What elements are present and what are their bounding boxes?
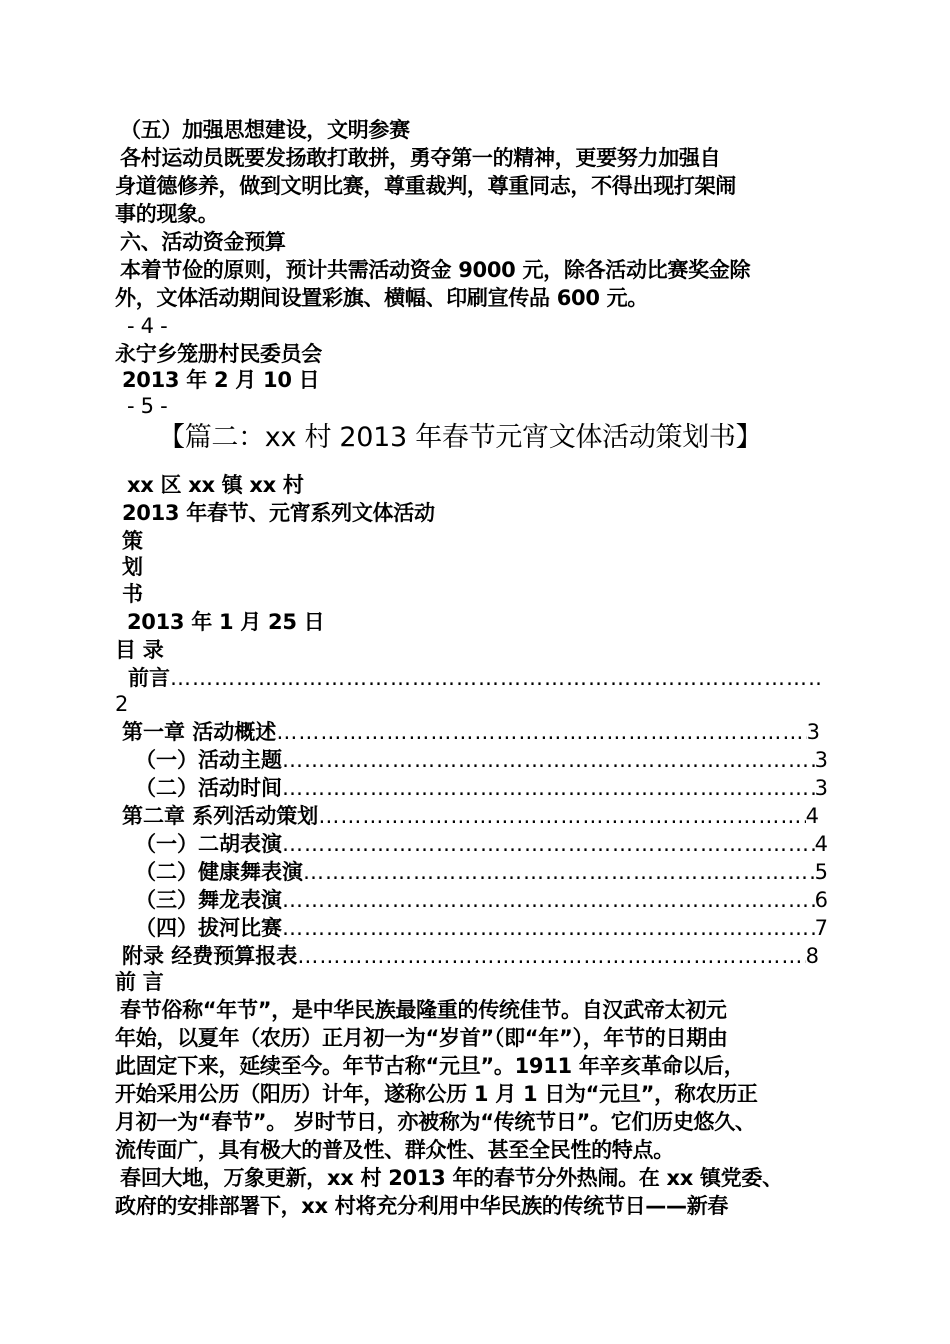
- toc-entry-label: 附录 经费预算报表: [122, 944, 298, 968]
- preface-line: 此固定下来，延续至今。年节古称“元旦”。1911 年辛亥革命以后，: [115, 1054, 745, 1078]
- preface-line: 春回大地，万象更新，xx 村 2013 年的春节分外热闹。在 xx 镇党委、: [120, 1166, 783, 1190]
- toc-entry-label: （一）二胡表演: [135, 832, 282, 856]
- toc-entry[interactable]: [135, 774, 828, 802]
- cover-char: 策: [122, 529, 143, 553]
- toc-entry-page: 5: [814, 860, 828, 884]
- preface-line: 年始，以夏年（农历）正月初一为“岁首”（即“年”），年节的日期由: [115, 1026, 728, 1050]
- toc-entry[interactable]: [135, 830, 828, 858]
- toc-leader: [318, 802, 805, 830]
- toc-leader: [170, 664, 820, 692]
- toc-leader: [297, 942, 805, 970]
- toc-heading: 目 录: [115, 638, 164, 662]
- cover-location: xx 区 xx 镇 xx 村: [127, 473, 304, 497]
- preface-heading: 前 言: [115, 970, 164, 994]
- preface-line: 月初一为“春节”。 岁时节日，亦被称为“传统节日”。它们历史悠久、: [115, 1110, 756, 1134]
- body-line: 本着节俭的原则，预计共需活动资金 9000 元，除各活动比赛奖金除: [120, 258, 751, 282]
- toc-entry-page: 6: [814, 888, 828, 912]
- page-number: - 4 -: [127, 314, 168, 338]
- toc-leader: [303, 858, 815, 886]
- preface-line: 开始采用公历（阳历）计年，遂称公历 1 月 1 日为“元旦”，称农历正: [115, 1082, 758, 1106]
- toc-entry[interactable]: [135, 914, 828, 942]
- toc-entry-label: （三）舞龙表演: [135, 888, 282, 912]
- preface-line: 政府的安排部署下，xx 村将充分利用中华民族的传统节日——新春: [115, 1194, 729, 1218]
- section-heading-5: （五）加强思想建设，文明参赛: [120, 118, 410, 142]
- toc-entry-page: 3: [806, 720, 820, 744]
- toc-entry[interactable]: [135, 858, 828, 886]
- body-line: 身道德修养，做到文明比赛，尊重裁判，尊重同志，不得出现打架闹: [115, 174, 736, 198]
- toc-entry-page: 4: [814, 832, 828, 856]
- toc-entry-label: （二）健康舞表演: [135, 860, 303, 884]
- signature-date: 2013 年 2 月 10 日: [122, 368, 320, 392]
- body-line: 事的现象。: [115, 202, 219, 226]
- toc-entry-page: 7: [814, 916, 828, 940]
- signature-org: 永宁乡笼册村民委员会: [115, 342, 322, 366]
- toc-leader: [282, 830, 815, 858]
- toc-leader: [282, 774, 815, 802]
- toc-entry[interactable]: [122, 802, 819, 830]
- cover-char: 划: [122, 555, 143, 579]
- toc-leader: [282, 914, 815, 942]
- toc-entry-label: 前言: [128, 666, 170, 690]
- toc-entry[interactable]: [135, 746, 828, 774]
- toc-entry[interactable]: [135, 886, 828, 914]
- toc-entry-label: （一）活动主题: [135, 748, 282, 772]
- cover-date: 2013 年 1 月 25 日: [127, 610, 325, 634]
- part-two-title: 【篇二：xx 村 2013 年春节元宵文体活动策划书】: [158, 422, 763, 453]
- toc-entry-page: 2: [115, 692, 129, 716]
- section-heading-6: 六、活动资金预算: [120, 230, 286, 254]
- toc-entry-label: 第二章 系列活动策划: [122, 804, 319, 828]
- toc-entry[interactable]: [122, 942, 819, 970]
- toc-leader: [276, 718, 806, 746]
- body-line: 外，文体活动期间设置彩旗、横幅、印刷宣传品 600 元。: [115, 286, 649, 310]
- toc-entry[interactable]: [128, 664, 820, 692]
- page-number: - 5 -: [127, 394, 168, 418]
- toc-entry-page: 3: [814, 748, 828, 772]
- toc-entry-page: 3: [814, 776, 828, 800]
- body-line: 各村运动员既要发扬敢打敢拼，勇夺第一的精神，更要努力加强自: [120, 146, 721, 170]
- preface-line: 春节俗称“年节”，是中华民族最隆重的传统佳节。自汉武帝太初元: [120, 998, 727, 1022]
- toc-entry-page: 4: [805, 804, 819, 828]
- cover-subtitle: 2013 年春节、元宵系列文体活动: [122, 501, 435, 525]
- toc-entry-page: 8: [805, 944, 819, 968]
- toc-leader: [282, 746, 815, 774]
- cover-char: 书: [122, 582, 143, 606]
- toc-entry-label: 第一章 活动概述: [122, 720, 277, 744]
- toc-leader: [282, 886, 815, 914]
- preface-line: 流传面广，具有极大的普及性、群众性、甚至全民性的特点。: [115, 1138, 674, 1162]
- toc-entry[interactable]: [122, 718, 820, 746]
- toc-entry-label: （二）活动时间: [135, 776, 282, 800]
- toc-entry-label: （四）拔河比赛: [135, 916, 282, 940]
